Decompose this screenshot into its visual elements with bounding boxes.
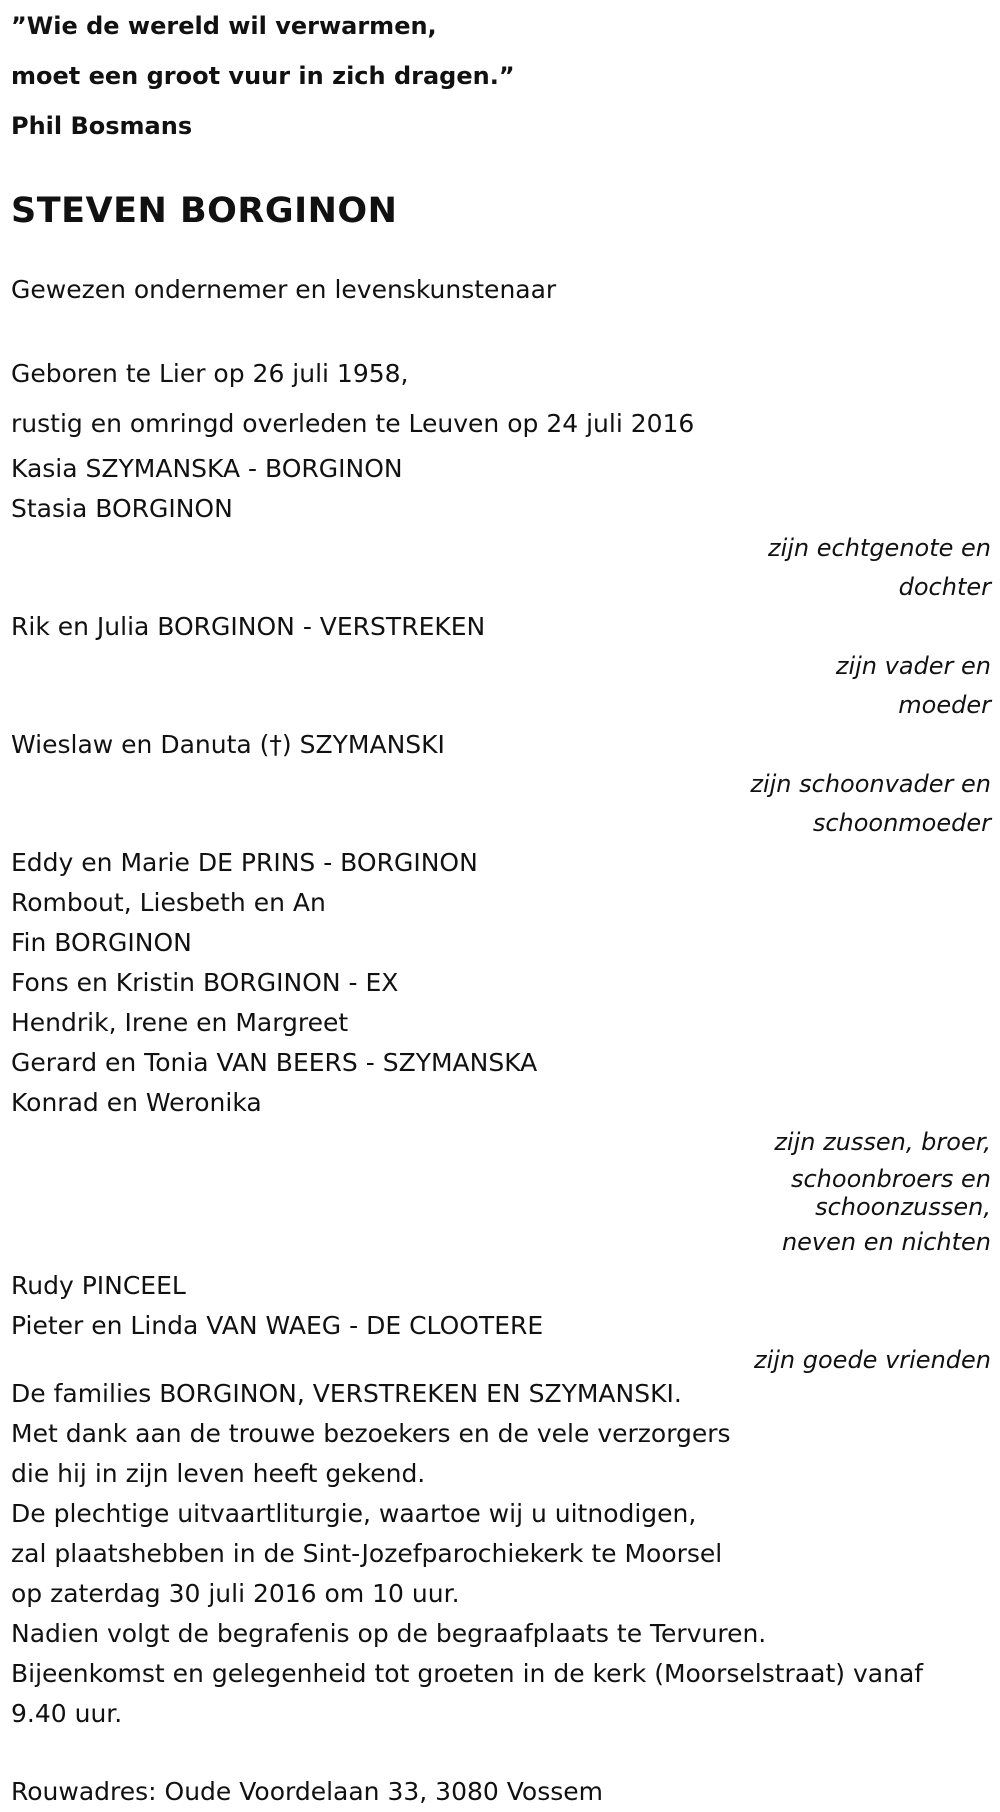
relation-label: [11, 529, 991, 607]
quote-author: Phil Bosmans: [11, 112, 193, 140]
deceased-description: Gewezen ondernemer en levenskunstenaar: [11, 275, 557, 304]
closing-line: die hij in zijn leven heeft gekend.: [11, 1459, 426, 1488]
relation-line: zijn schoonvader en: [750, 770, 991, 798]
relation-line: schoonmoeder: [812, 809, 991, 837]
family-name: Konrad en Weronika: [11, 1088, 262, 1117]
relation-line: moeder: [898, 691, 991, 719]
family-group-friends: [11, 1266, 991, 1346]
closing-line: Bijeenkomst en gelegenheid tot groeten in de kerk (Moorselstraat) vanaf: [11, 1659, 924, 1688]
relation-label: [11, 647, 991, 725]
family-group-siblings: [11, 843, 991, 1123]
obituary-document: [11, 0, 991, 1812]
family-name: Rudy PINCEEL: [11, 1271, 186, 1300]
closing-line: De plechtige uitvaartliturgie, waartoe wij u uitnodigen,: [11, 1499, 697, 1528]
family-group-spouse: [11, 449, 991, 529]
relation-line: zijn zussen, broer,: [774, 1128, 991, 1156]
closing-text: [11, 1374, 991, 1734]
relation-label: [11, 1123, 991, 1266]
birth-death-info: [11, 349, 991, 449]
closing-line: 9.40 uur.: [11, 1699, 123, 1728]
closing-line: De families BORGINON, VERSTREKEN EN SZYMANSKI.: [11, 1379, 682, 1408]
family-name: Wieslaw en Danuta (†) SZYMANSKI: [11, 730, 445, 759]
relation-line: dochter: [898, 573, 991, 601]
relation-label: [11, 765, 991, 843]
quote-line-1: ”Wie de wereld wil verwarmen,: [11, 12, 437, 40]
relation-line: neven en nichten: [781, 1228, 991, 1256]
family-name: Hendrik, Irene en Margreet: [11, 1008, 349, 1037]
relation-line: schoonbroers en: [790, 1165, 991, 1193]
family-name: Fin BORGINON: [11, 928, 192, 957]
birth-line: Geboren te Lier op 26 juli 1958,: [11, 359, 409, 388]
relation-label: [11, 1346, 991, 1374]
closing-line: op zaterdag 30 juli 2016 om 10 uur.: [11, 1579, 460, 1608]
family-name: Rombout, Liesbeth en An: [11, 888, 326, 917]
family-name: Eddy en Marie DE PRINS - BORGINON: [11, 848, 478, 877]
family-name: Gerard en Tonia VAN BEERS - SZYMANSKA: [11, 1048, 538, 1077]
deceased-name: STEVEN BORGINON: [11, 191, 398, 231]
family-name: Pieter en Linda VAN WAEG - DE CLOOTERE: [11, 1311, 544, 1340]
relation-line: zijn vader en: [835, 652, 991, 680]
relation-line: zijn goede vrienden: [753, 1346, 991, 1374]
family-name: Fons en Kristin BORGINON - EX: [11, 968, 399, 997]
relation-line: schoonzussen,: [815, 1193, 991, 1221]
mourning-address: Rouwadres: Oude Voordelaan 33, 3080 Vossem: [11, 1777, 603, 1806]
family-name: Stasia BORGINON: [11, 494, 233, 523]
family-group-in-laws: [11, 725, 991, 765]
family-name: Kasia SZYMANSKA - BORGINON: [11, 454, 403, 483]
quote: [11, 0, 991, 151]
family-group-parents: [11, 607, 991, 647]
relation-line: zijn echtgenote en: [767, 534, 991, 562]
closing-line: Met dank aan de trouwe bezoekers en de vele verzorgers: [11, 1419, 731, 1448]
family-name: Rik en Julia BORGINON - VERSTREKEN: [11, 612, 486, 641]
closing-line: Nadien volgt de begrafenis op de begraafplaats te Tervuren.: [11, 1619, 767, 1648]
death-line: rustig en omringd overleden te Leuven op 24 juli 2016: [11, 409, 695, 438]
quote-line-2: moet een groot vuur in zich dragen.”: [11, 62, 515, 90]
closing-line: zal plaatshebben in de Sint-Jozefparochiekerk te Moorsel: [11, 1539, 723, 1568]
